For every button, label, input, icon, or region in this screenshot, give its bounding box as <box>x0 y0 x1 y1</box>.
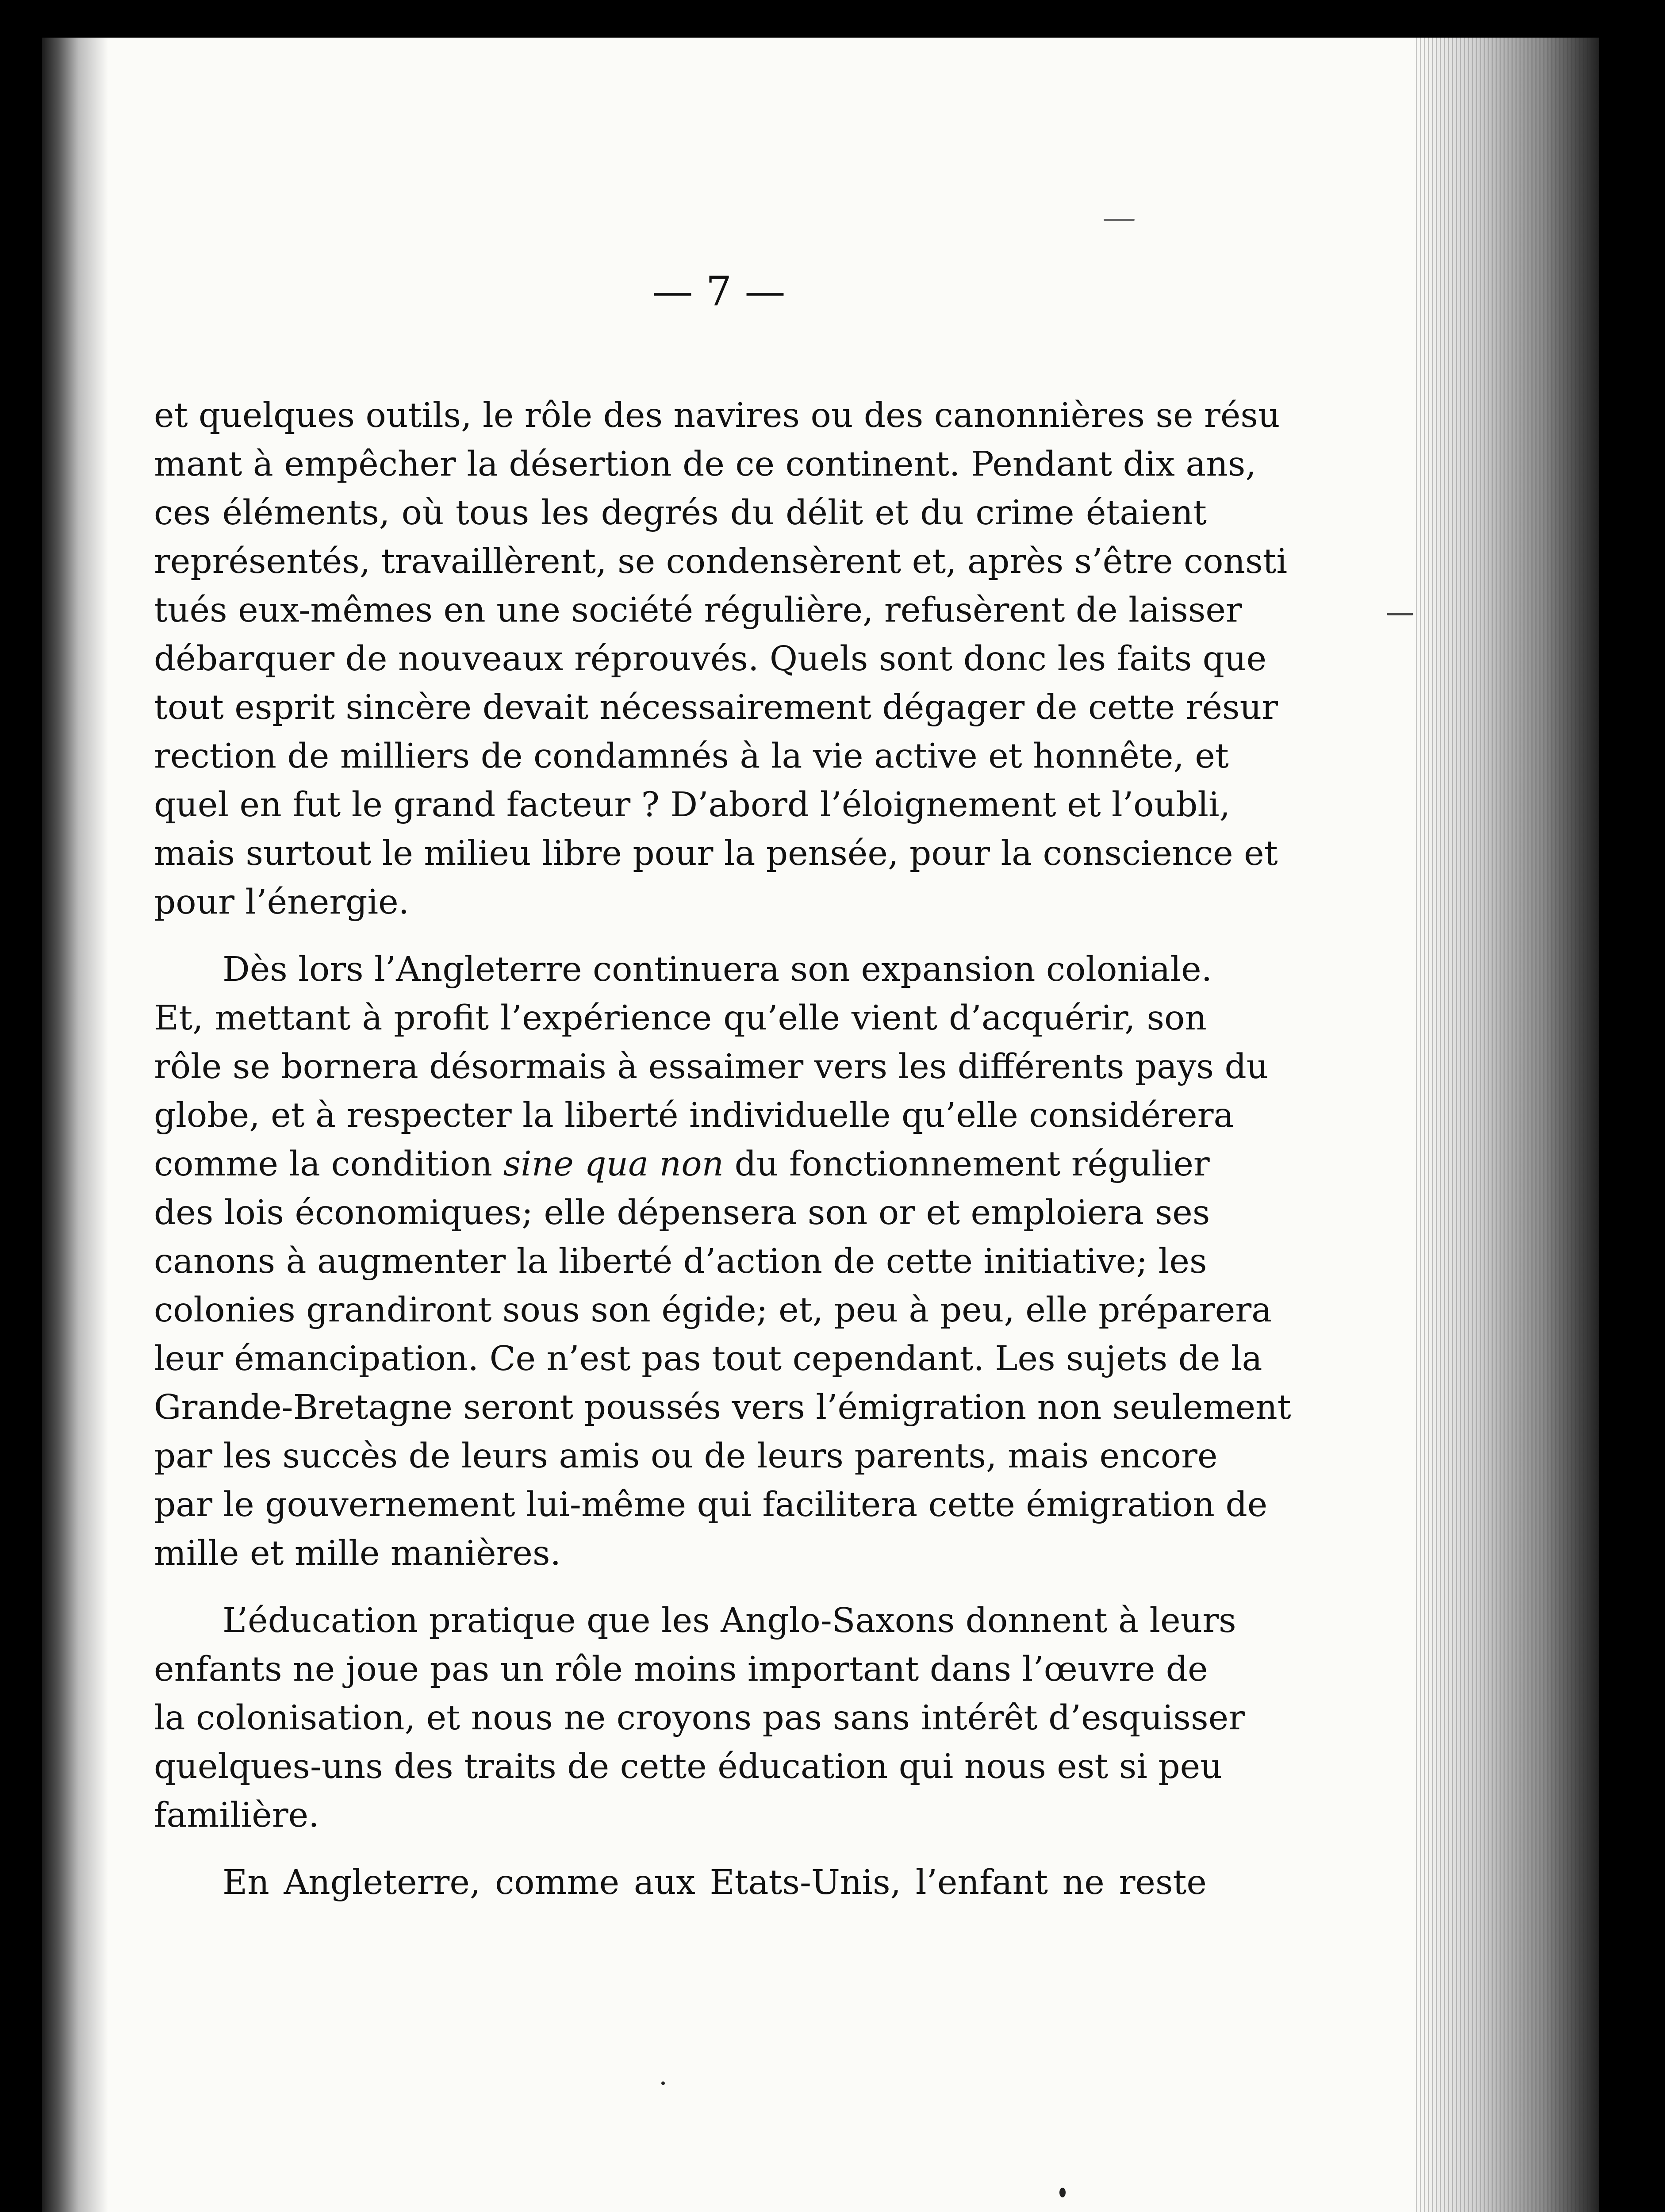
italic-phrase: sine qua non <box>503 1144 724 1184</box>
scan-border-top <box>0 0 1665 39</box>
text-line-with-italic <box>154 1140 1210 1189</box>
paragraph-4 <box>154 1859 1207 1907</box>
paragraph-1 <box>154 392 1288 927</box>
page-right-edge-shadow <box>1413 38 1599 2212</box>
text-segment: du fonctionnement régulier <box>734 1144 1210 1184</box>
text-line: représentés, travaillèrent, se condensèrent et, après s’être consti <box>154 542 1288 581</box>
text-line: tout esprit sincère devait nécessairement dégager de cette résur <box>154 688 1278 727</box>
text-line: par les succès de leurs amis ou de leurs parents, mais encore <box>154 1436 1218 1476</box>
text-line: mant à empêcher la désertion de ce continent. Pendant dix ans, <box>154 445 1256 484</box>
text-line: mais surtout le milieu libre pour la pensée, pour la conscience et <box>154 834 1278 873</box>
paragraph-3 <box>154 1597 1245 1840</box>
text-line: rôle se bornera désormais à essaimer vers les différents pays du <box>154 1047 1269 1087</box>
text-line: Dès lors l’Angleterre continuera son expansion coloniale. <box>223 950 1212 989</box>
text-line: Et, mettant à profit l’expérience qu’elle vient d’acquérir, son <box>154 998 1207 1038</box>
text-line: et quelques outils, le rôle des navires ou des canonnières se résu <box>154 396 1280 435</box>
text-line: L’éducation pratique que les Anglo-Saxons donnent à leurs <box>223 1601 1236 1640</box>
text-line: mille et mille manières. <box>154 1534 561 1573</box>
text-line: rection de milliers de condamnés à la vie active et honnête, et <box>154 737 1229 776</box>
text-line: En Angleterre, comme aux Etats-Unis, l’enfant ne reste <box>223 1863 1207 1902</box>
scan-speck <box>1059 2188 1066 2197</box>
text-line: enfants ne joue pas un rôle moins important dans l’œuvre de <box>154 1650 1208 1689</box>
scan-speck <box>661 2081 665 2085</box>
text-line: quel en fut le grand facteur ? D’abord l’éloignement et l’oubli, <box>154 785 1231 825</box>
text-line: ces éléments, où tous les degrés du délit et du crime étaient <box>154 493 1207 533</box>
text-line: par le gouvernement lui-même qui facilitera cette émigration de <box>154 1485 1268 1525</box>
text-line: colonies grandiront sous son égide; et, peu à peu, elle préparera <box>154 1290 1272 1330</box>
text-line: Grande-Bretagne seront poussés vers l’émigration non seulement <box>154 1388 1291 1427</box>
scan-speck <box>1387 613 1413 615</box>
text-line: familière. <box>154 1796 319 1835</box>
text-line: tués eux-mêmes en une société régulière, refusèrent de laisser <box>154 591 1242 630</box>
text-line: globe, et à respecter la liberté individuelle qu’elle considérera <box>154 1096 1234 1135</box>
paragraph-2 <box>154 945 1291 1578</box>
scan-speck <box>1104 219 1135 221</box>
page-number: — 7 — <box>652 268 786 315</box>
text-line: quelques-uns des traits de cette éducation qui nous est si peu <box>154 1747 1222 1786</box>
text-segment: comme la condition <box>154 1144 493 1184</box>
text-line: débarquer de nouveaux réprouvés. Quels sont donc les faits que <box>154 639 1267 679</box>
text-line: des lois économiques; elle dépensera son or et emploiera ses <box>154 1193 1210 1233</box>
body-text <box>154 392 1291 1907</box>
text-line: canons à augmenter la liberté d’action de cette initiative; les <box>154 1242 1207 1281</box>
text-line: leur émancipation. Ce n’est pas tout cependant. Les sujets de la <box>154 1339 1262 1379</box>
page-left-edge-shadow <box>42 38 108 2212</box>
book-page <box>42 38 1599 2212</box>
text-line: pour l’énergie. <box>154 883 410 922</box>
text-line: la colonisation, et nous ne croyons pas sans intérêt d’esquisser <box>154 1698 1245 1738</box>
